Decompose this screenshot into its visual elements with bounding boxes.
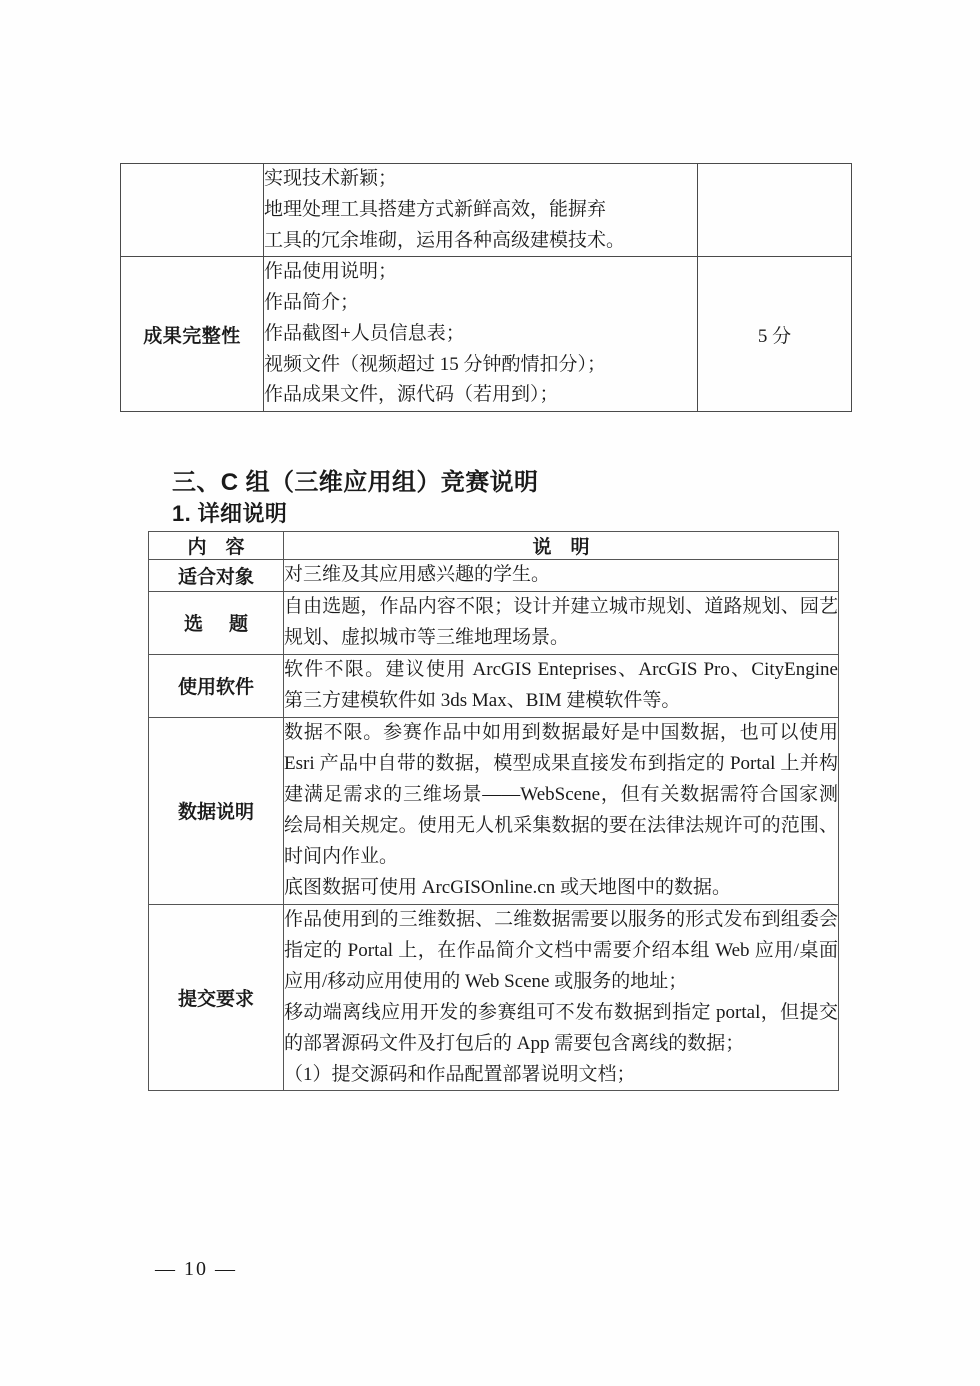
content-paragraph: 底图数据可使用 ArcGISOnline.cn 或天地图中的数据。 xyxy=(284,876,731,898)
table-row xyxy=(121,164,852,257)
section-heading: 三、C 组（三维应用组）竞赛说明 xyxy=(172,469,539,496)
row-label-text: 选题 xyxy=(183,614,274,636)
content-paragraph: 对三维及其应用感兴趣的学生。 xyxy=(284,564,551,585)
criterion-line: 作品成果文件，源代码（若用到）； xyxy=(264,384,559,406)
row-content xyxy=(284,654,839,717)
table-row xyxy=(149,560,839,592)
table-row xyxy=(149,654,839,717)
column-header-content: 内 容 xyxy=(149,532,284,560)
criterion-line: 作品简介； xyxy=(264,292,360,314)
criterion-description xyxy=(264,257,698,412)
criterion-line: 作品截图+人员信息表； xyxy=(264,322,465,344)
content-paragraph: 移动端离线应用开发的参赛组可不发布数据到指定 portal，但提交的部署源码文件及打包后的 App 需要包含离线的数据； xyxy=(284,1001,838,1054)
table-row xyxy=(149,717,839,904)
row-content xyxy=(284,591,839,654)
column-header-description: 说 明 xyxy=(284,532,839,560)
table-row xyxy=(149,904,839,1091)
row-content xyxy=(284,717,839,904)
row-label: 数据说明 xyxy=(149,717,284,904)
criterion-line: 实现技术新颖； xyxy=(264,168,398,189)
criterion-description xyxy=(264,164,698,257)
scoring-criteria-table xyxy=(120,163,852,412)
row-content xyxy=(284,560,839,592)
group-c-detail-table xyxy=(148,531,839,1091)
criterion-line: 视频文件（视频超过 15 分钟酌情扣分）； xyxy=(264,353,607,375)
criterion-line: 工具的冗余堆砌，运用各种高级建模技术。 xyxy=(264,229,626,251)
criterion-label xyxy=(121,164,264,257)
page-number: — 10 — xyxy=(155,1258,237,1280)
row-content xyxy=(284,904,839,1091)
content-paragraph: 软件不限。建议使用 ArcGIS Enteprises、ArcGIS Pro、CityEngine 第三方建模软件如 3ds Max、BIM 建模软件等。 xyxy=(284,658,838,711)
content-paragraph: 作品使用到的三维数据、二维数据需要以服务的形式发布到组委会指定的 Portal 上，在作品简介文档中需要介绍本组 Web 应用/桌面应用/移动应用使用的 Web Scene 或服务的地址； xyxy=(284,908,838,992)
table-row xyxy=(149,591,839,654)
row-label: 提交要求 xyxy=(149,904,284,1091)
row-label: 适合对象 xyxy=(149,560,284,592)
table-row xyxy=(121,257,852,412)
content-paragraph: （1）提交源码和作品配置部署说明文档； xyxy=(284,1063,636,1085)
criterion-label: 成果完整性 xyxy=(121,257,264,412)
row-label xyxy=(149,591,284,654)
row-label: 使用软件 xyxy=(149,654,284,717)
table-header-row xyxy=(149,532,839,560)
criterion-score: 5 分 xyxy=(698,257,852,412)
criterion-line: 地理处理工具搭建方式新鲜高效，能摒弃 xyxy=(264,198,607,220)
criterion-line: 作品使用说明； xyxy=(264,261,398,283)
content-paragraph: 数据不限。参赛作品中如用到数据最好是中国数据，也可以使用 Esri 产品中自带的数据，模型成果直接发布到指定的 Portal 上并构建满足需求的三维场景——WebScene，但有关数据需符合国家测绘局相关规定。使用无人机采集数据的要在法律法规许可的范围、时间内作业。 xyxy=(284,721,838,867)
subsection-heading: 1. 详细说明 xyxy=(172,501,288,526)
criterion-score xyxy=(698,164,852,257)
content-paragraph: 自由选题，作品内容不限；设计并建立城市规划、道路规划、园艺规划、虚拟城市等三维地理场景。 xyxy=(284,595,838,648)
